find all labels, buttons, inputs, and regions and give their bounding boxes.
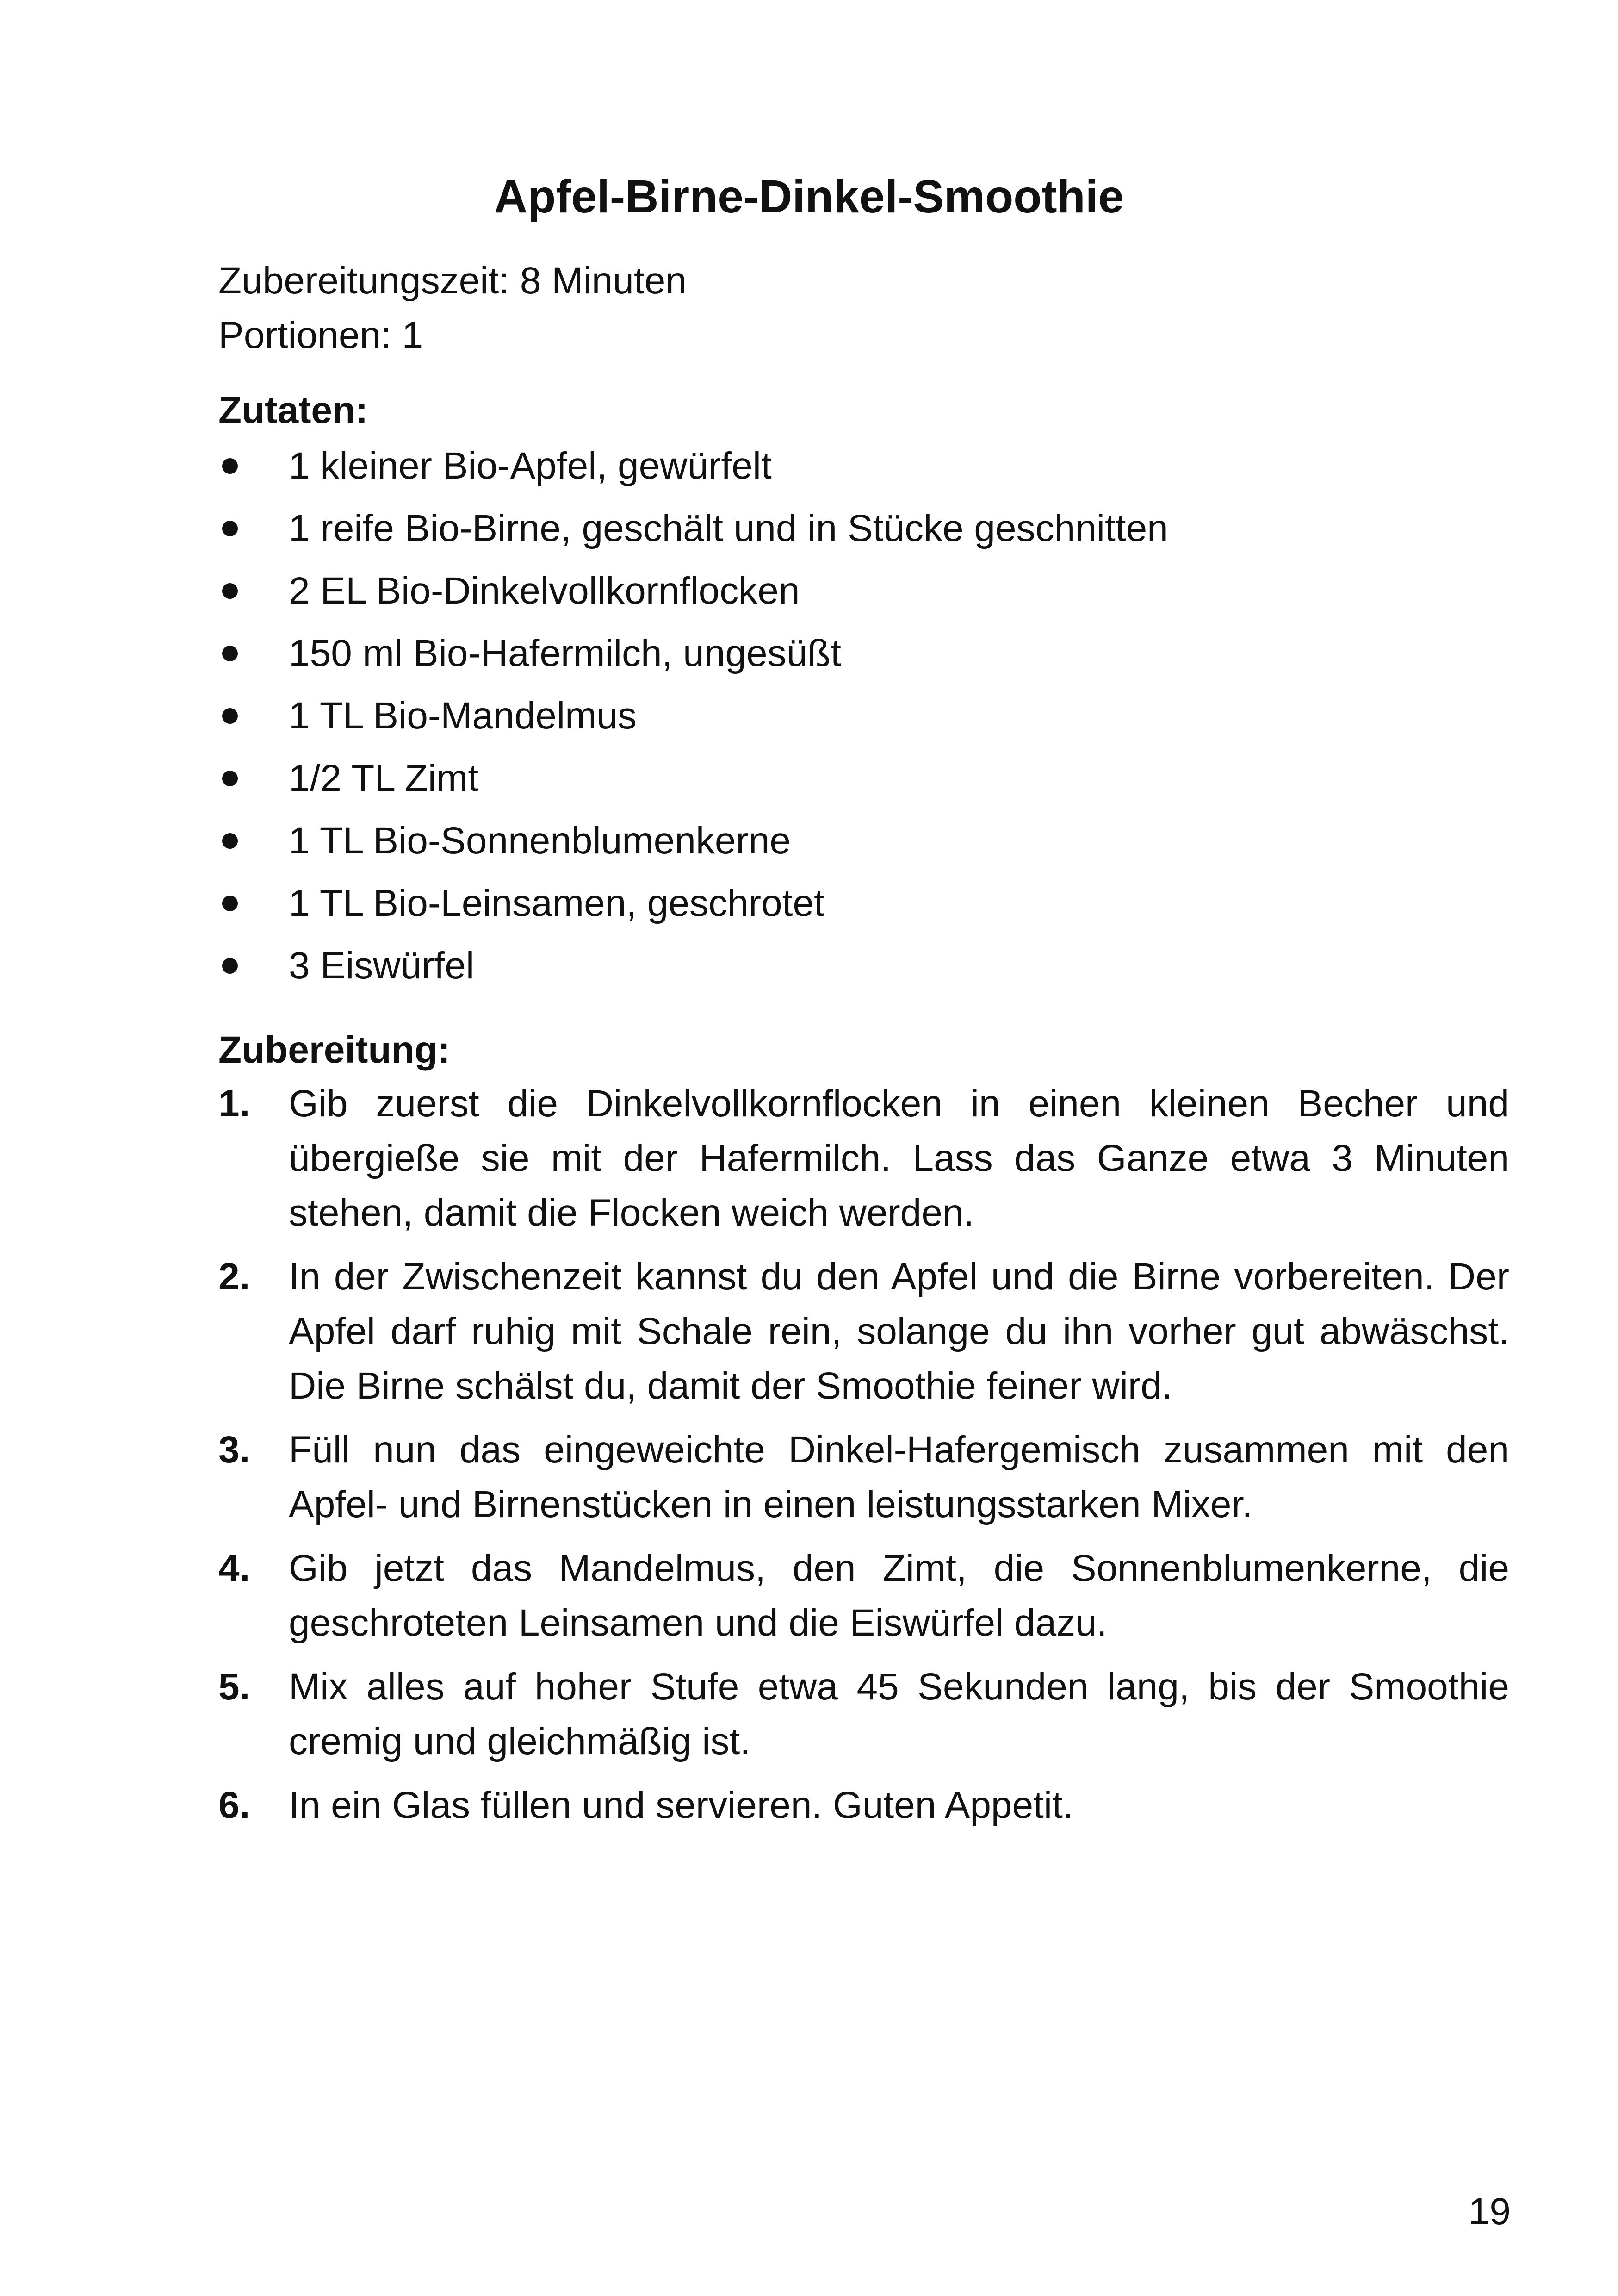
ingredients-list <box>218 439 1509 1001</box>
step-number: 4. <box>218 1547 250 1589</box>
recipe-meta <box>218 254 1509 363</box>
step-item <box>218 1778 1509 1833</box>
step-text: Gib jetzt das Mandelmus, den Zimt, die Sonnenblumenkerne, die geschroteten Leinsamen und die Eiswürfel dazu. <box>289 1547 1509 1644</box>
step-number: 3. <box>218 1429 250 1471</box>
step-number: 2. <box>218 1256 250 1298</box>
step-text: In ein Glas füllen und servieren. Guten Appetit. <box>289 1784 1073 1826</box>
ingredient-item <box>218 939 1509 1001</box>
step-text: In der Zwischenzeit kannst du den Apfel und die Birne vorbereiten. Der Apfel darf ruhig mit Schale rein, solange du ihn vorher gut abwäschst. Die Birne schälst du, damit der Smoothie feiner wird. <box>289 1256 1509 1407</box>
ingredient-item <box>218 564 1509 626</box>
recipe-title: Apfel-Birne-Dinkel-Smoothie <box>494 171 1124 223</box>
servings: Portionen: 1 <box>218 314 423 356</box>
step-item <box>218 1076 1509 1240</box>
ingredient-item <box>218 814 1509 876</box>
ingredient-text: 1 TL Bio-Mandelmus <box>289 695 637 737</box>
ingredient-text: 1 kleiner Bio-Apfel, gewürfelt <box>289 445 772 487</box>
ingredients-heading: Zutaten: <box>218 389 368 431</box>
bullet-icon <box>222 771 238 786</box>
ingredient-text: 2 EL Bio-Dinkelvollkornflocken <box>289 570 800 612</box>
bullet-icon <box>222 521 238 536</box>
ingredient-text: 3 Eiswürfel <box>289 945 475 987</box>
step-item <box>218 1423 1509 1532</box>
ingredient-item <box>218 876 1509 939</box>
ingredient-text: 150 ml Bio-Hafermilch, ungesüßt <box>289 632 842 674</box>
ingredient-text: 1 TL Bio-Sonnenblumenkerne <box>289 820 791 862</box>
ingredient-item <box>218 751 1509 814</box>
ingredient-text: 1/2 TL Zimt <box>289 757 479 799</box>
step-item <box>218 1660 1509 1769</box>
step-number: 5. <box>218 1666 250 1708</box>
preparation-steps <box>218 1076 1509 1842</box>
step-item <box>218 1541 1509 1650</box>
step-number: 6. <box>218 1784 250 1826</box>
step-item <box>218 1250 1509 1413</box>
step-text: Gib zuerst die Dinkelvollkornflocken in einen kleinen Becher und übergieße sie mit der Hafermilch. Lass das Ganze etwa 3 Minuten stehen, damit die Flocken weich werden. <box>289 1083 1509 1234</box>
bullet-icon <box>222 833 238 849</box>
ingredient-item <box>218 439 1509 501</box>
bullet-icon <box>222 708 238 724</box>
ingredient-text: 1 reife Bio-Birne, geschält und in Stücke geschnitten <box>289 507 1168 549</box>
step-text: Füll nun das eingeweichte Dinkel-Hafergemisch zusammen mit den Apfel- und Birnenstücken in einen leistungsstarken Mixer. <box>289 1429 1509 1525</box>
ingredient-item <box>218 689 1509 751</box>
ingredient-item <box>218 626 1509 689</box>
step-number: 1. <box>218 1083 250 1125</box>
step-text: Mix alles auf hoher Stufe etwa 45 Sekunden lang, bis der Smoothie cremig und gleichmäßig ist. <box>289 1666 1509 1762</box>
preparation-heading: Zubereitung: <box>218 1029 451 1071</box>
ingredient-item <box>218 501 1509 564</box>
prep-time: Zubereitungszeit: 8 Minuten <box>218 260 687 302</box>
bullet-icon <box>222 896 238 911</box>
page-number: 19 <box>1468 2190 1511 2233</box>
bullet-icon <box>222 458 238 474</box>
bullet-icon <box>222 958 238 974</box>
bullet-icon <box>222 583 238 599</box>
ingredient-text: 1 TL Bio-Leinsamen, geschrotet <box>289 882 824 924</box>
bullet-icon <box>222 646 238 661</box>
